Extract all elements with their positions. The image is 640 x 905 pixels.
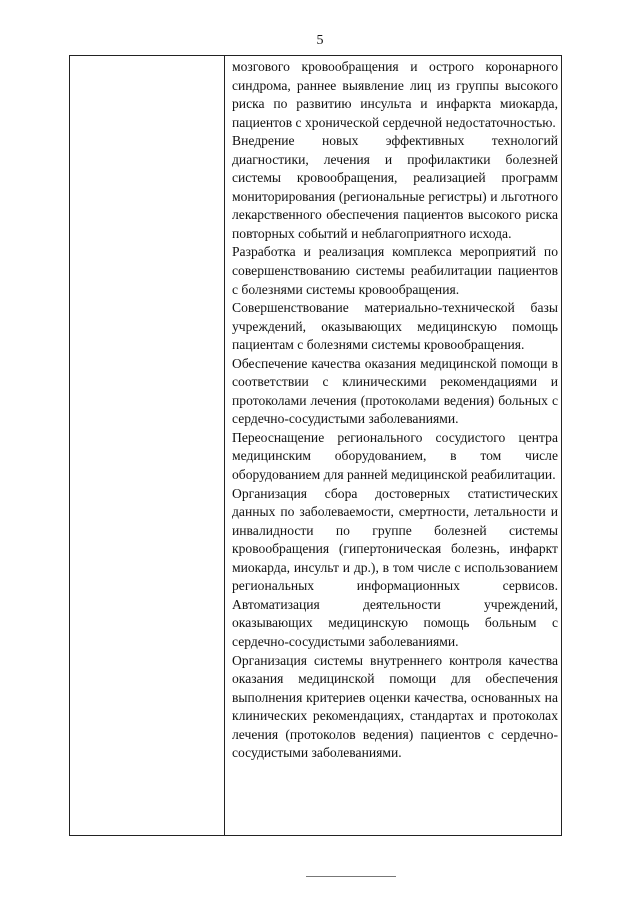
paragraph-statistics: Организация сбора достоверных статистических данных по заболеваемости, смертности, летальности и инвалидности по группе болезней системы кровообращения (гипертоническая болезнь, инфаркт миокарда, инсульт и др.), в том числе с использованием региональных информационных сервисов. Автоматизация деятельности учреждений, оказывающих медицинскую помощь больным с сердечно-сосудистыми заболеваниями. [232, 485, 558, 649]
table-right-cell [232, 58, 558, 763]
paragraph-early-detection: мозгового кровообращения и острого коронарного синдрома, раннее выявление лиц из группы высокого риска по развитию инсульта и инфаркта миокарда, пациентов с хронической сердечной недостаточностью. [232, 59, 558, 130]
page-number: 5 [316, 33, 324, 48]
paragraph-internal-control: Организация системы внутреннего контроля качества оказания медицинской помощи для обеспечения выполнения критериев оценки качества, основанных на клинических рекомендациях, стандартах и протоколах лечения (протоколов ведения) пациентов с сердечно-сосудистыми заболеваниями. [232, 652, 558, 761]
paragraph-material-base: Совершенствование материально-технической базы учреждений, оказывающих медицинскую помощь пациентам с болезнями системы кровообращения. [232, 300, 558, 353]
paragraph-rehabilitation: Разработка и реализация комплекса мероприятий по совершенствованию системы реабилитации пациентов с болезнями системы кровообращения. [232, 244, 558, 297]
measures-table [69, 55, 562, 836]
table-left-cell [70, 56, 225, 835]
paragraph-new-technologies: Внедрение новых эффективных технологий диагностики, лечения и профилактики болезней системы кровообращения, реализацией программ мониторирования (региональные регистры) и льготного лекарственного обеспечения пациентов высокого риска повторных событий и неблагоприятного исхода. [232, 133, 558, 241]
paragraph-reequipment: Переоснащение регионального сосудистого центра медицинским оборудованием, в том числе оборудованием для ранней медицинской реабилитации. [232, 429, 558, 483]
footer-divider [306, 876, 396, 878]
paragraph-quality-assurance: Обеспечение качества оказания медицинской помощи в соответствии с клиническими рекомендациями и протоколами лечения (протоколами ведения) больных с сердечно-сосудистыми заболеваниями. [232, 355, 558, 427]
